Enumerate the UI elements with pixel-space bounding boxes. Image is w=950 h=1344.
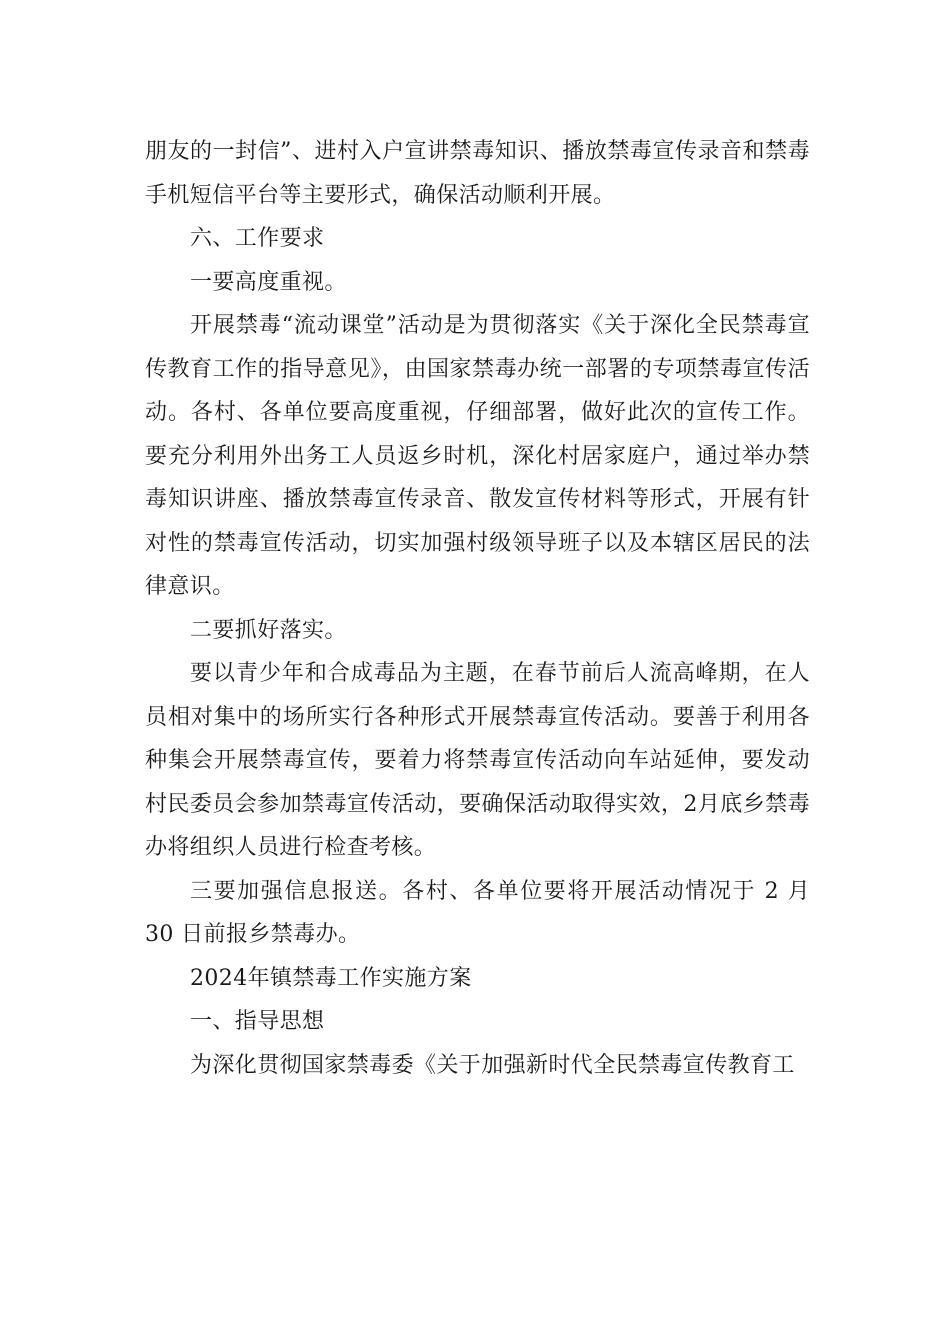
- paragraph-information-report: 三要加强信息报送。各村、各单位要将开展活动情况于 2 月 30 日前报乡禁毒办。: [145, 878, 810, 947]
- paragraph-guiding-ideology: 为深化贯彻国家禁毒委《关于加强新时代全民禁毒宣传教育工: [190, 1052, 795, 1078]
- section-heading-guiding-ideology: 一、指导思想: [190, 1009, 325, 1034]
- document-body: [145, 130, 810, 1087]
- subheading-high-attention: 一要高度重视。: [190, 269, 347, 295]
- paragraph-youth-drugs: 要以青少年和合成毒品为主题，在春节前后人流高峰期，在人员相对集中的场所实行各种形式开展禁毒宣传活动。要善于利用各种集会开展禁毒宣传，要着力将禁毒宣传活动向车站延伸，要发动村民委员会参加禁毒宣传活动，要确保活动取得实效，2月底乡禁毒办将组织人员进行检查考核。: [145, 661, 810, 860]
- paragraph-mobile-classroom: 开展禁毒“流动课堂”活动是为贯彻落实《关于深化全民禁毒宣传教育工作的指导意见》，由国家禁毒办统一部署的专项禁毒宣传活动。各村、各单位要高度重视，仔细部署，做好此次的宣传工作。要充分利用外出务工人员返乡时机，深化村居家庭户，通过举办禁毒知识讲座、播放禁毒宣传录音、散发宣传材料等形式，开展有针对性的禁毒宣传活动，切实加强村级领导班子以及本辖区居民的法律意识。: [145, 313, 810, 599]
- paragraph-continuation: 朋友的一封信”、进村入户宣讲禁毒知识、播放禁毒宣传录音和禁毒手机短信平台等主要形式，确保活动顺利开展。: [145, 139, 810, 208]
- section-heading-work-requirements: 六、工作要求: [190, 226, 325, 251]
- subheading-implementation: 二要抓好落实。: [190, 617, 347, 643]
- document-title-2024-plan: 2024年镇禁毒工作实施方案: [190, 965, 472, 991]
